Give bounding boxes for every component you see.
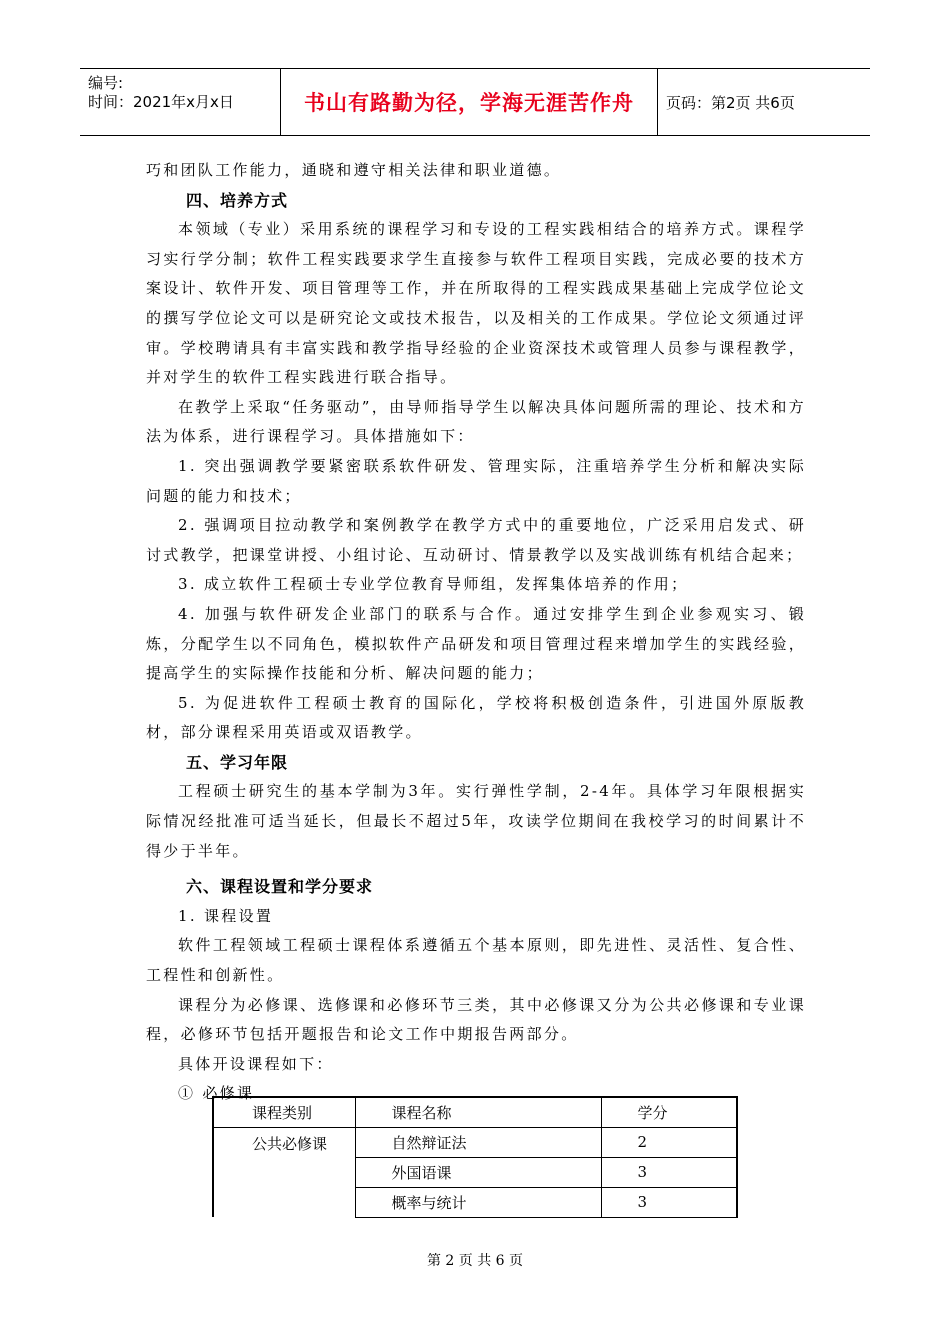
paragraph-4-2: 在教学上采取“任务驱动”，由导师指导学生以解决具体问题所需的理论、技术和方法为体系，进行课程学习。具体措施如下： <box>146 397 806 446</box>
page-info: 页码：第2页 共6页 <box>666 93 795 112</box>
section-heading-4: 四、培养方式 <box>186 190 289 210</box>
table-cell-credit: 2 <box>601 1127 737 1157</box>
table-row <box>213 1127 737 1157</box>
measure-4: 4. 加强与软件研发企业部门的联系与合作。通过安排学生到企业参观实习、锻炼，分配学生以不同角色，模拟软件产品研发和项目管理过程来增加学生的实践经验，提高学生的实际操作技能和分析、解决问题的能力； <box>146 604 806 683</box>
table-header-cell: 学分 <box>601 1097 737 1127</box>
section-heading-5: 五、学习年限 <box>186 752 289 772</box>
table-header-row <box>213 1097 737 1127</box>
measure-1: 1. 突出强调教学要紧密联系软件研发、管理实际，注重培养学生分析和解决实际问题的能力和技术； <box>146 456 806 505</box>
paragraph-6-4: ① 必修课 <box>178 1084 255 1103</box>
section-heading-6: 六、课程设置和学分要求 <box>186 877 374 897</box>
paragraph-6-1: 软件工程领域工程硕士课程体系遵循五个基本原则，即先进性、灵活性、复合性、工程性和创新性。 <box>146 936 806 985</box>
subsection-6-1: 1. 课程设置 <box>178 906 274 925</box>
page-footer: 第 2 页 共 6 页 <box>426 1253 524 1269</box>
table-cell-name: 外国语课 <box>355 1157 601 1187</box>
paragraph-6-3: 具体开设课程如下： <box>178 1054 334 1073</box>
table-cell-name: 概率与统计 <box>355 1187 601 1217</box>
number-label: 编号: <box>88 74 124 92</box>
paragraph-continued: 巧和团队工作能力，通晓和遵守相关法律和职业道德。 <box>146 161 562 179</box>
measure-3: 3. 成立软件工程硕士专业学位教育导师组，发挥集体培养的作用； <box>178 575 689 594</box>
date-label: 时间：2021年x月x日 <box>88 93 234 111</box>
paragraph-4-1: 本领域（专业）采用系统的课程学习和专设的工程实践相结合的培养方式。课程学习实行学分制；软件工程实践要求学生直接参与软件工程项目实践，完成必要的技术方案设计、软件开发、项目管理等工作，并在所取得的工程实践成果基础上完成学位论文的撰写学位论文可以是研究论文或技术报告，以及相关的工作成果。学位论文须通过评审。学校聘请具有丰富实践和教学指导经验的企业资深技术或管理人员参与课程教学，并对学生的软件工程实践进行联合指导。 <box>146 220 806 387</box>
measure-5: 5. 为促进软件工程硕士教育的国际化，学校将积极创造条件，引进国外原版教材，部分课程采用英语或双语教学。 <box>146 693 806 742</box>
header-motto-cell <box>281 69 658 135</box>
table-category-cell: 公共必修课 <box>213 1127 355 1217</box>
paragraph-6-2: 课程分为必修课、选修课和必修环节三类，其中必修课又分为公共必修课和专业课程，必修环节包括开题报告和论文工作中期报告两部分。 <box>146 995 806 1044</box>
motto-text: 书山有路勤为径，学海无涯苦作舟 <box>304 91 634 115</box>
table-header-cell: 课程类别 <box>213 1097 355 1127</box>
table-cell-credit: 3 <box>601 1157 737 1187</box>
header-meta-cell <box>80 69 281 135</box>
table-cell-credit: 3 <box>601 1187 737 1217</box>
paragraph-5: 工程硕士研究生的基本学制为3年。实行弹性学制，2-4年。具体学习年限根据实际情况经批准可适当延长，但最长不超过5年，攻读学位期间在我校学习的时间累计不得少于半年。 <box>146 782 806 860</box>
table-header-cell: 课程名称 <box>355 1097 601 1127</box>
page-header <box>80 68 870 136</box>
document-body <box>146 156 806 1109</box>
table-cell-name: 自然辩证法 <box>355 1127 601 1157</box>
course-table <box>212 1096 738 1218</box>
measure-2: 2. 强调项目拉动教学和案例教学在教学方式中的重要地位，广泛采用启发式、研讨式教学，把课堂讲授、小组讨论、互动研讨、情景教学以及实战训练有机结合起来； <box>146 516 806 564</box>
